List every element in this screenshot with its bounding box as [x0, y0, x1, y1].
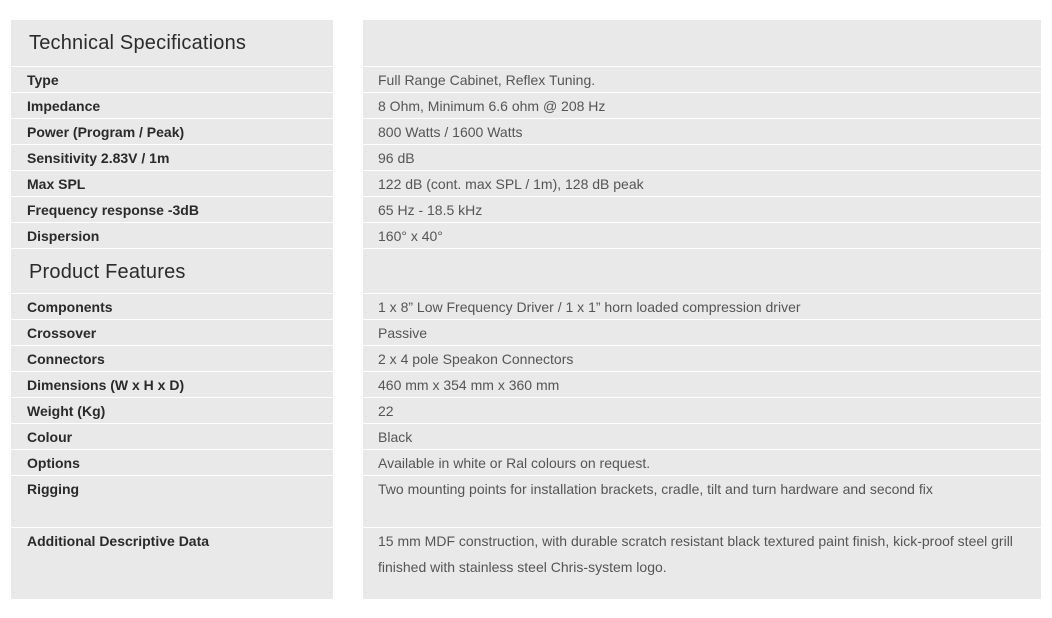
section-heading: Technical Specifications — [29, 32, 247, 54]
table-row — [11, 67, 1041, 93]
spec-label: Components — [27, 299, 113, 315]
spec-value: 122 dB (cont. max SPL / 1m), 128 dB peak — [378, 176, 644, 192]
spec-label: Dimensions (W x H x D) — [27, 377, 185, 393]
spec-label: Crossover — [27, 325, 97, 341]
spec-label: Weight (Kg) — [27, 403, 106, 419]
spec-label: Sensitivity 2.83V / 1m — [27, 150, 170, 166]
spec-value: 96 dB — [378, 150, 415, 166]
table-row — [11, 294, 1041, 320]
spec-label: Impedance — [27, 98, 101, 114]
section-heading-row — [11, 249, 1041, 294]
section-heading-value — [363, 249, 1041, 293]
table-row — [11, 476, 1041, 528]
spec-label: Dispersion — [27, 228, 100, 244]
table-row — [11, 197, 1041, 223]
spec-value: Passive — [378, 325, 428, 341]
spec-value: 160° x 40° — [378, 228, 443, 244]
spec-value: 800 Watts / 1600 Watts — [378, 124, 523, 140]
table-row — [11, 372, 1041, 398]
table-row — [11, 450, 1041, 476]
spec-value: 2 x 4 pole Speakon Connectors — [378, 351, 574, 367]
spec-label: Options — [27, 455, 80, 471]
section-heading-value — [363, 20, 1041, 66]
spec-table — [11, 20, 1041, 585]
spec-value: Full Range Cabinet, Reflex Tuning. — [378, 72, 596, 88]
spec-label: Colour — [27, 429, 73, 445]
table-row — [11, 346, 1041, 372]
spec-label: Rigging — [27, 481, 80, 497]
section-heading: Product Features — [29, 261, 186, 283]
table-row — [11, 223, 1041, 249]
table-row — [11, 424, 1041, 450]
spec-value: Black — [378, 429, 413, 445]
spec-label: Type — [27, 72, 59, 88]
spec-value: 22 — [378, 403, 394, 419]
table-row — [11, 398, 1041, 424]
table-row — [11, 171, 1041, 197]
table-row — [11, 119, 1041, 145]
spec-label: Max SPL — [27, 176, 86, 192]
spec-value: 8 Ohm, Minimum 6.6 ohm @ 208 Hz — [378, 98, 606, 114]
table-row — [11, 528, 1041, 585]
spec-value: 65 Hz - 18.5 kHz — [378, 202, 483, 218]
section-heading-row — [11, 20, 1041, 67]
spec-value: Two mounting points for installation brackets, cradle, tilt and turn hardware and second fix — [378, 481, 933, 497]
spec-value: 15 mm MDF construction, with durable scratch resistant black textured paint finish, kick-proof steel grill finished with stainless steel Chris-system logo. — [378, 533, 1013, 575]
table-row — [11, 93, 1041, 119]
spec-label: Connectors — [27, 351, 105, 367]
spec-label: Frequency response -3dB — [27, 202, 199, 218]
table-row — [11, 145, 1041, 171]
spec-value: Available in white or Ral colours on request. — [378, 455, 651, 471]
table-row — [11, 320, 1041, 346]
spec-label: Power (Program / Peak) — [27, 124, 185, 140]
spec-value: 460 mm x 354 mm x 360 mm — [378, 377, 560, 393]
spec-label: Additional Descriptive Data — [27, 533, 210, 549]
spec-value: 1 x 8” Low Frequency Driver / 1 x 1” horn loaded compression driver — [378, 299, 801, 315]
